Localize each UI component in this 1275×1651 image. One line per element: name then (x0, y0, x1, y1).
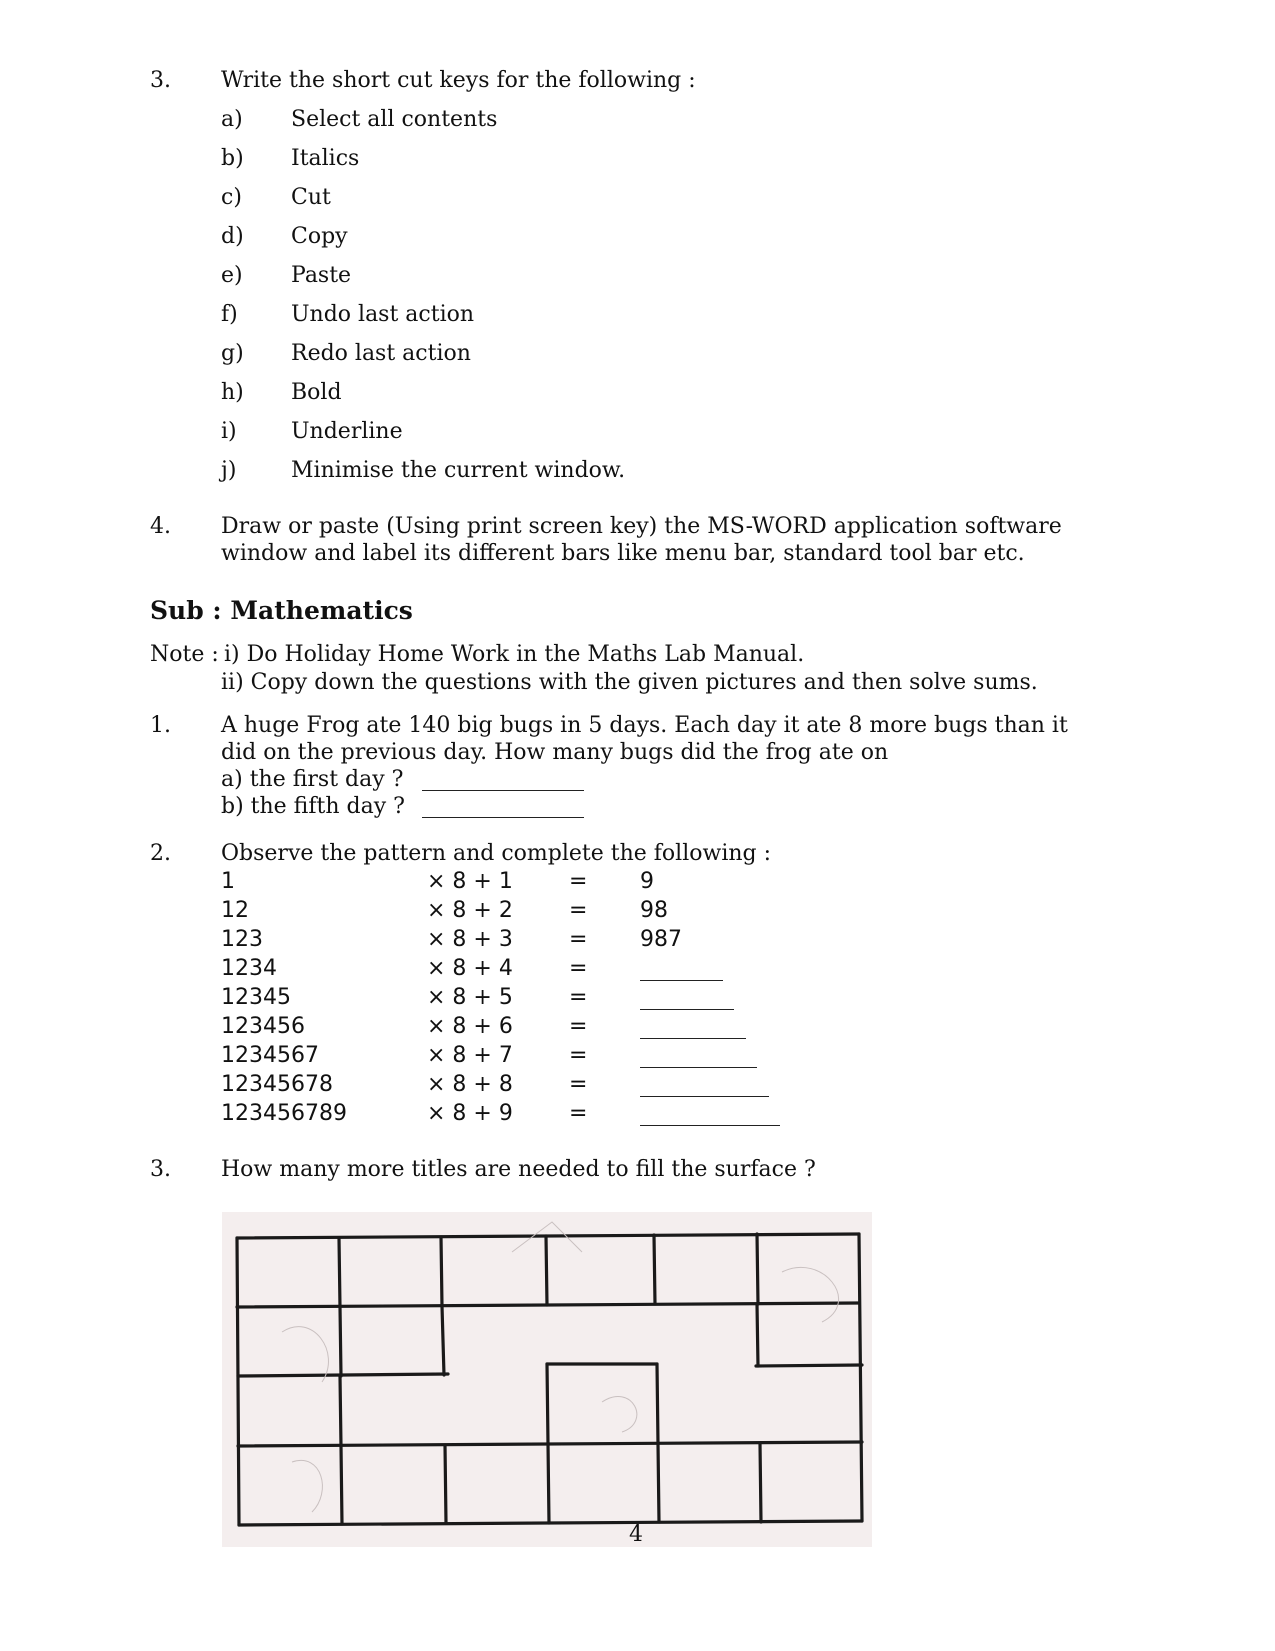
pattern-equals: = (569, 898, 588, 923)
pattern-number: 123 (221, 927, 263, 952)
page-number: 4 (629, 1522, 643, 1547)
pattern-equals: = (569, 956, 588, 981)
item-text: Minimise the current window. (291, 458, 626, 483)
question-number: 2. (150, 841, 171, 866)
question-line: Draw or paste (Using print screen key) the MS-WORD application software (221, 514, 1062, 539)
question-text: Write the short cut keys for the following : (221, 68, 696, 93)
question-text: Observe the pattern and complete the following : (221, 841, 772, 866)
pattern-equals: = (569, 1072, 588, 1097)
pattern-number: 12345678 (221, 1072, 333, 1097)
question-text: How many more titles are needed to fill the surface ? (221, 1157, 816, 1182)
item-text: Redo last action (291, 341, 471, 366)
pattern-operation: × 8 + 7 (427, 1043, 513, 1068)
answer-blank (640, 1096, 769, 1097)
item-label: c) (221, 185, 242, 210)
answer-blank (422, 790, 584, 791)
answer-blank (422, 817, 584, 818)
pattern-equals: = (569, 927, 588, 952)
question-number: 3. (150, 1157, 171, 1182)
item-text: Italics (291, 146, 360, 171)
item-label: b) (221, 146, 244, 171)
tile-grid-drawing (222, 1212, 872, 1547)
item-text: Select all contents (291, 107, 498, 132)
pattern-operation: × 8 + 5 (427, 985, 513, 1010)
pattern-number: 123456789 (221, 1101, 347, 1126)
pattern-number: 1 (221, 869, 235, 894)
answer-blank (640, 980, 723, 981)
pattern-operation: × 8 + 9 (427, 1101, 513, 1126)
pattern-equals: = (569, 985, 588, 1010)
pattern-operation: × 8 + 3 (427, 927, 513, 952)
question-line: window and label its different bars like menu bar, standard tool bar etc. (221, 541, 1025, 566)
question-line: A huge Frog ate 140 big bugs in 5 days. Each day it ate 8 more bugs than it (221, 713, 1068, 738)
note-line: ii) Copy down the questions with the given pictures and then solve sums. (221, 670, 1038, 695)
question-number: 1. (150, 713, 171, 738)
question-number: 3. (150, 68, 171, 93)
pattern-equals: = (569, 1043, 588, 1068)
pattern-operation: × 8 + 1 (427, 869, 513, 894)
item-label: e) (221, 263, 243, 288)
pattern-operation: × 8 + 2 (427, 898, 513, 923)
sub-question: a) the first day ? (221, 767, 404, 792)
question-line: did on the previous day. How many bugs did the frog ate on (221, 740, 889, 765)
pattern-result: 9 (640, 869, 654, 894)
pattern-operation: × 8 + 8 (427, 1072, 513, 1097)
question-number: 4. (150, 514, 171, 539)
item-label: f) (221, 302, 238, 327)
answer-blank (640, 1067, 757, 1068)
note-line: i) Do Holiday Home Work in the Maths Lab Manual. (224, 642, 805, 667)
pattern-equals: = (569, 1101, 588, 1126)
pattern-result: 987 (640, 927, 682, 952)
item-text: Undo last action (291, 302, 475, 327)
pattern-operation: × 8 + 6 (427, 1014, 513, 1039)
pattern-number: 1234 (221, 956, 277, 981)
pattern-equals: = (569, 869, 588, 894)
pattern-result: 98 (640, 898, 668, 923)
item-label: a) (221, 107, 243, 132)
pattern-equals: = (569, 1014, 588, 1039)
section-heading (150, 596, 413, 625)
item-text: Paste (291, 263, 352, 288)
item-text: Bold (291, 380, 342, 405)
item-label: i) (221, 419, 237, 444)
item-text: Cut (291, 185, 331, 210)
note-label: Note : (150, 642, 219, 667)
item-label: h) (221, 380, 244, 405)
pattern-number: 12 (221, 898, 249, 923)
section-title: Mathematics (230, 596, 413, 625)
item-label: g) (221, 341, 244, 366)
item-label: j) (221, 458, 237, 483)
item-text: Copy (291, 224, 348, 249)
answer-blank (640, 1038, 746, 1039)
pattern-number: 12345 (221, 985, 291, 1010)
answer-blank (640, 1009, 734, 1010)
section-prefix: Sub : (150, 596, 222, 625)
answer-blank (640, 1125, 780, 1126)
pattern-operation: × 8 + 4 (427, 956, 513, 981)
item-text: Underline (291, 419, 403, 444)
item-label: d) (221, 224, 244, 249)
pattern-number: 123456 (221, 1014, 305, 1039)
tile-grid-figure (222, 1212, 872, 1547)
sub-question: b) the fifth day ? (221, 794, 405, 819)
pattern-number: 1234567 (221, 1043, 319, 1068)
